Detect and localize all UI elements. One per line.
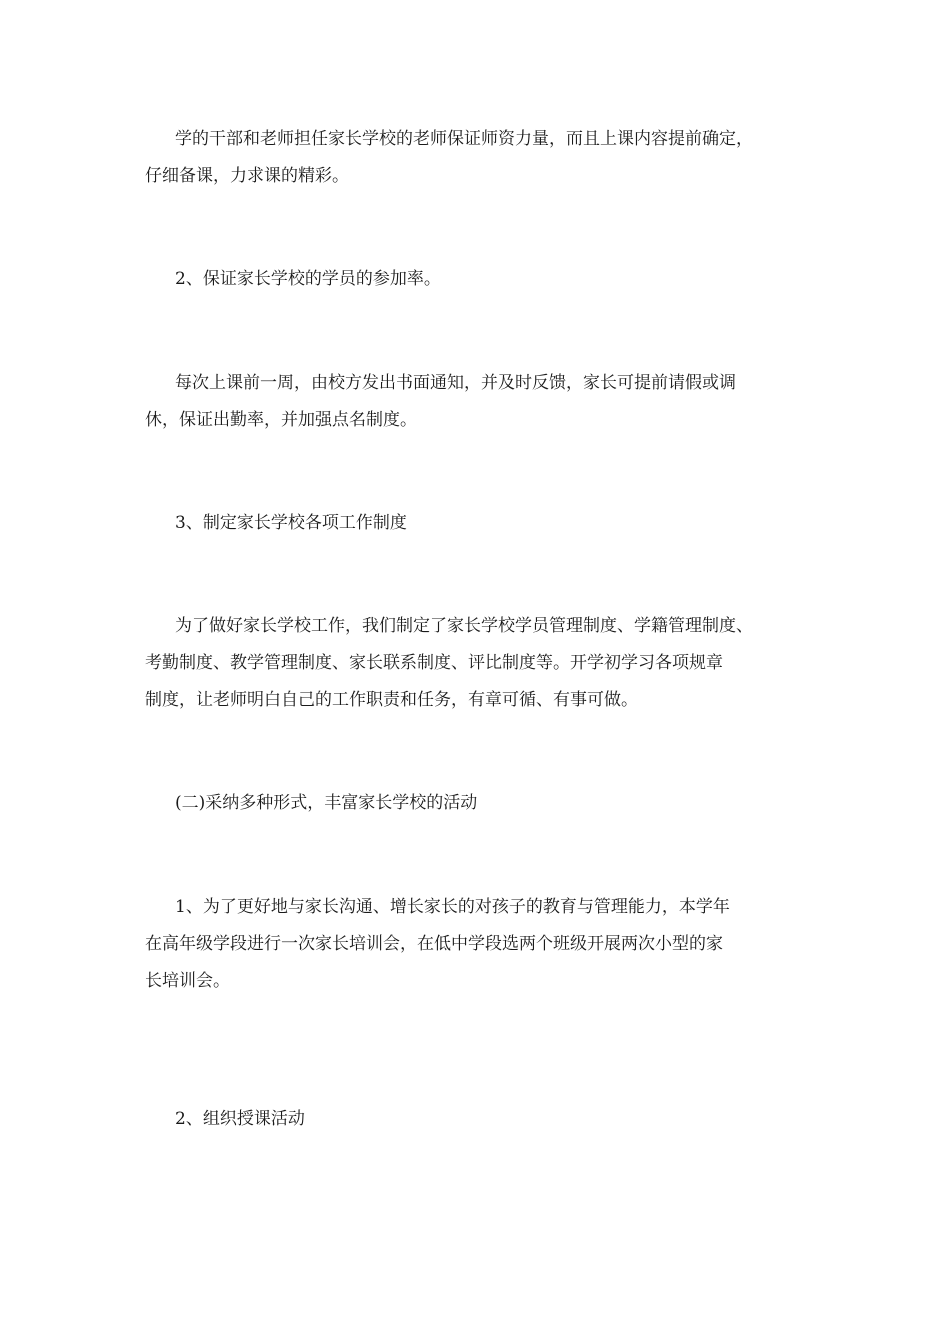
text-line: 制度，让老师明白自己的工作职责和任务，有章可循、有事可做。 [145, 690, 638, 710]
text-line: 在高年级学段进行一次家长培训会，在低中学段选两个班级开展两次小型的家 [145, 934, 723, 954]
text-line: 3、制定家长学校各项工作制度 [175, 513, 407, 533]
text-line: 长培训会。 [145, 971, 230, 991]
text-line: 1、为了更好地与家长沟通、增长家长的对孩子的教育与管理能力，本学年 [175, 897, 730, 917]
text-line: (二)采纳多种形式，丰富家长学校的活动 [175, 793, 478, 813]
text-line: 为了做好家长学校工作，我们制定了家长学校学员管理制度、学籍管理制度、 [175, 616, 753, 636]
text-line: 学的干部和老师担任家长学校的老师保证师资力量，而且上课内容提前确定， [175, 129, 753, 149]
text-line: 休，保证出勤率，并加强点名制度。 [145, 410, 417, 430]
text-line: 考勤制度、教学管理制度、家长联系制度、评比制度等。开学初学习各项规章 [145, 653, 723, 673]
text-line: 仔细备课，力求课的精彩。 [145, 166, 349, 186]
text-line: 2、保证家长学校的学员的参加率。 [175, 269, 441, 289]
text-line: 每次上课前一周，由校方发出书面通知，并及时反馈，家长可提前请假或调 [175, 373, 736, 393]
text-line: 2、组织授课活动 [175, 1109, 305, 1129]
